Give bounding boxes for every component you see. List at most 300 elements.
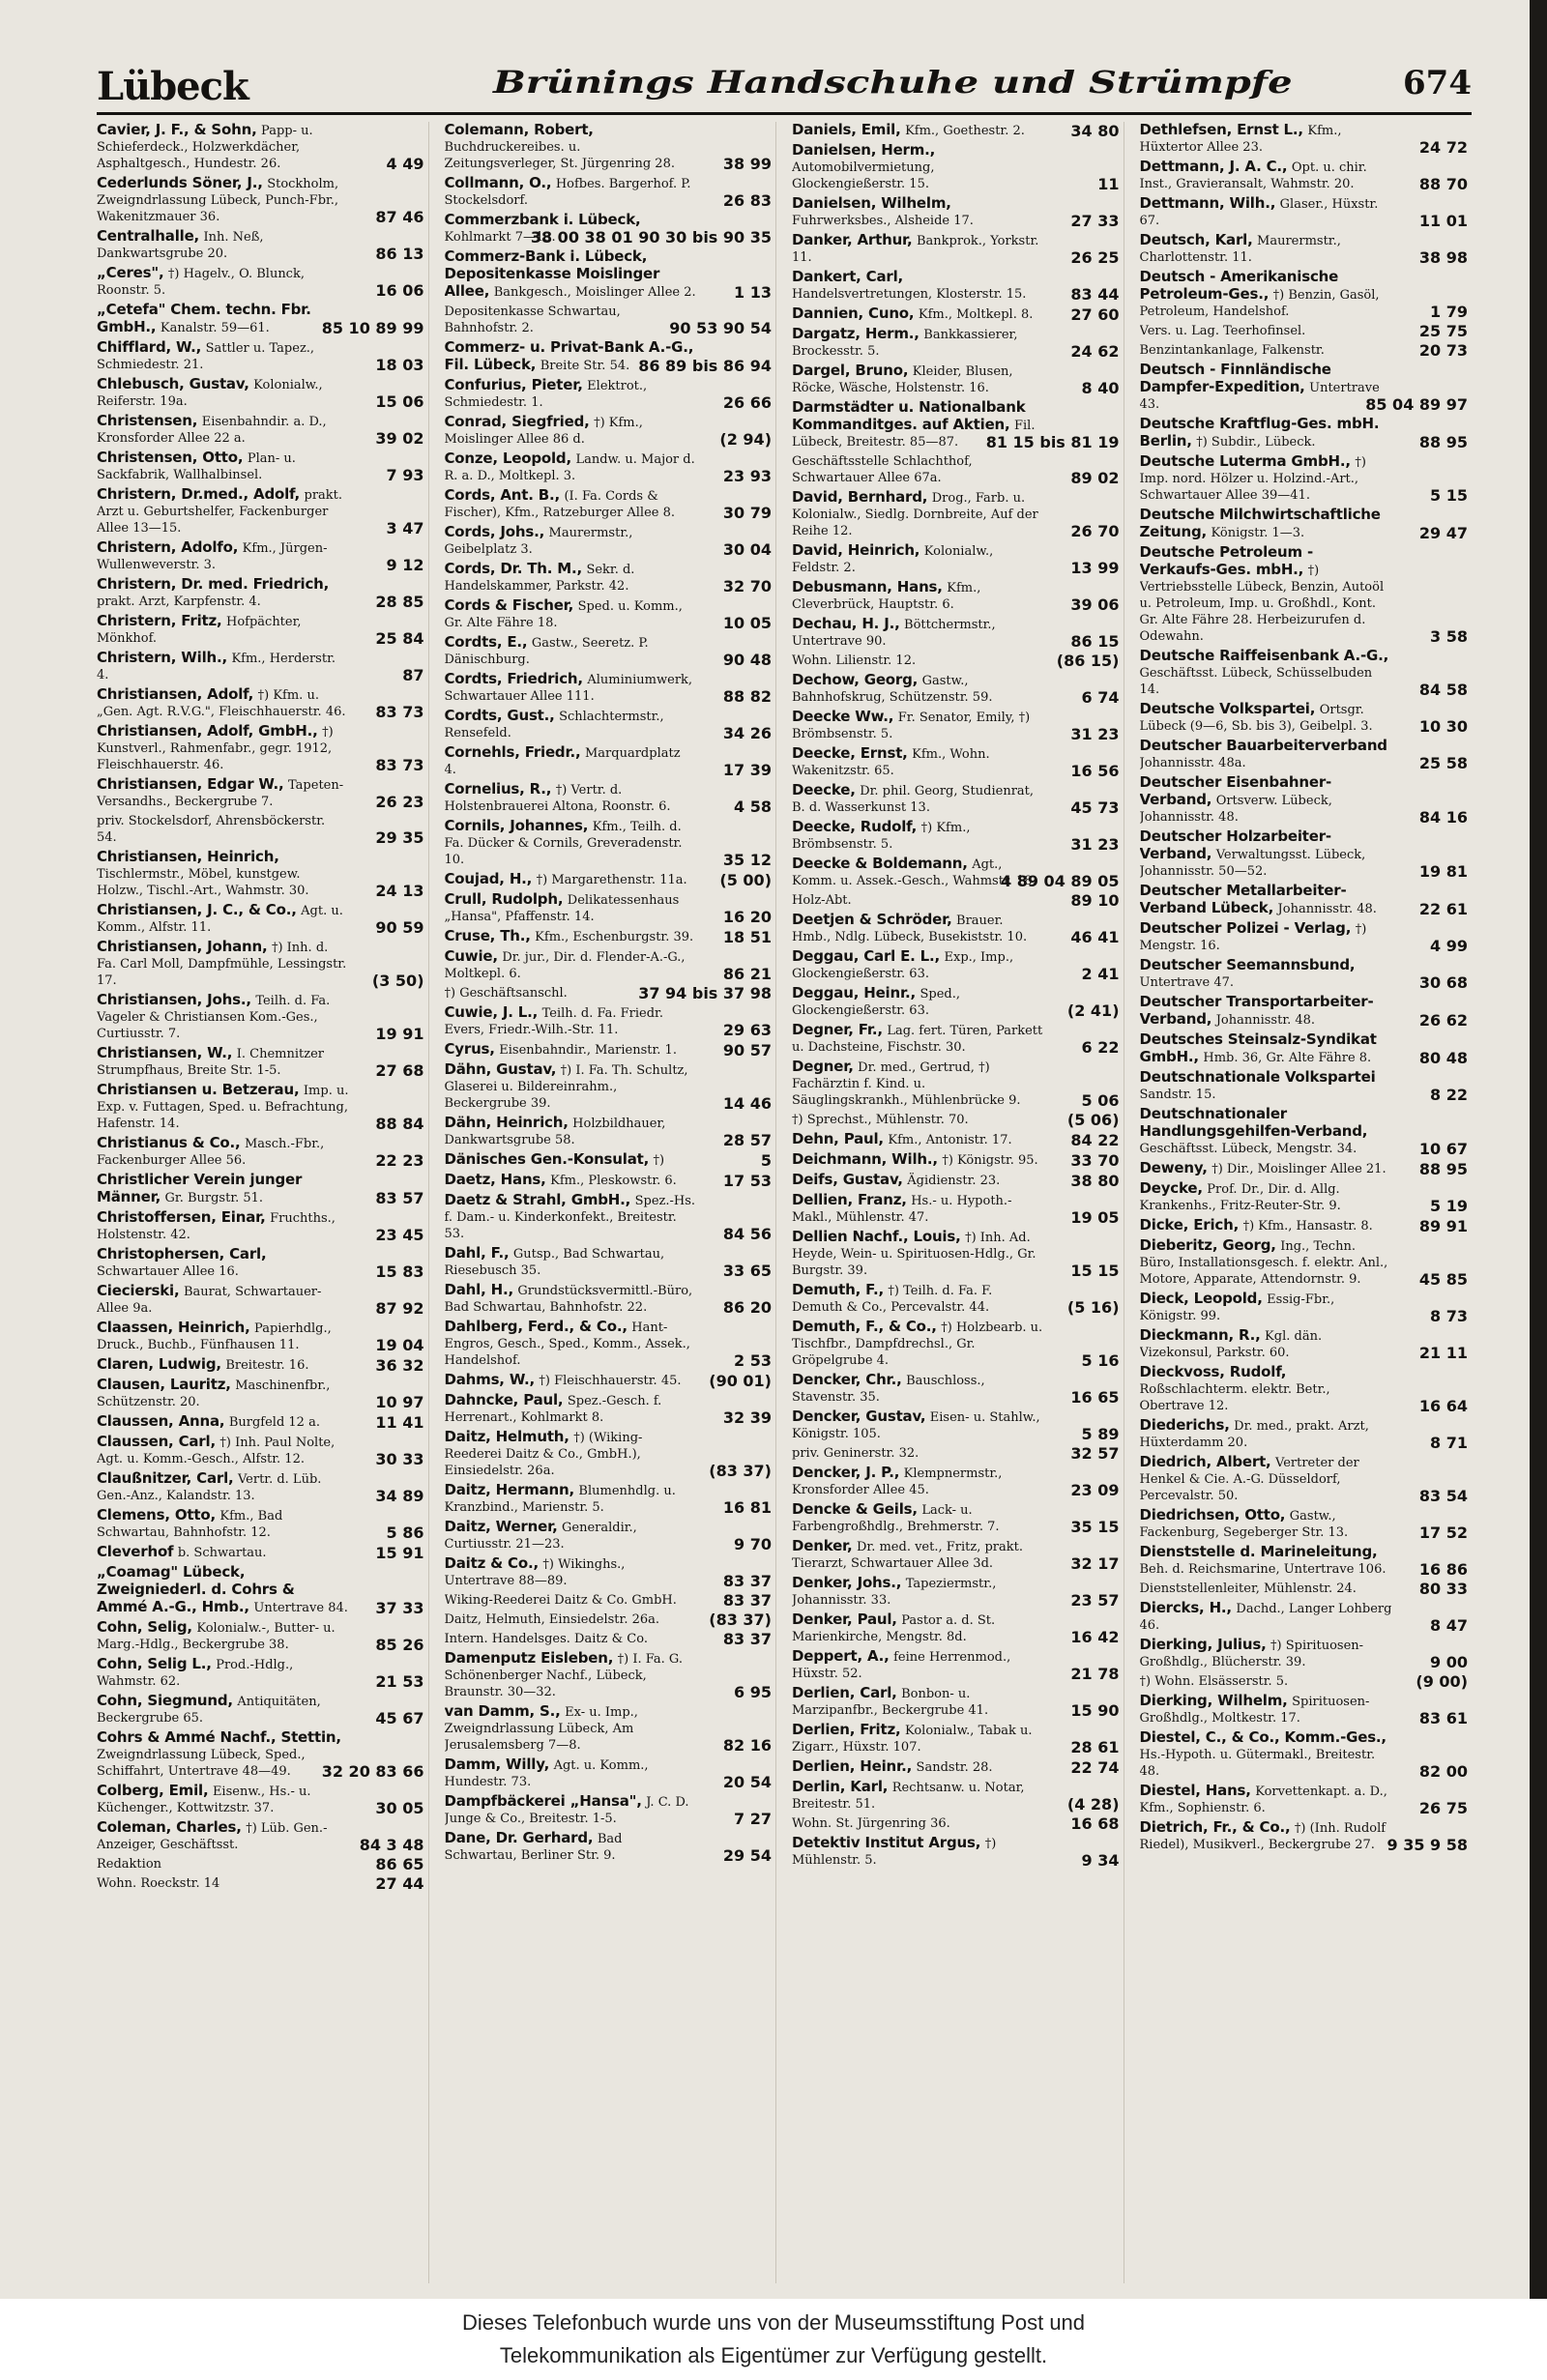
entry-name: Dähn, Gustav, bbox=[444, 1060, 557, 1078]
entry-name: Deycke, bbox=[1139, 1179, 1203, 1197]
entry-detail: †) Dir., Moislinger Allee 21. bbox=[1211, 1162, 1386, 1176]
directory-entry bbox=[97, 1209, 424, 1243]
directory-entry bbox=[792, 1282, 1120, 1316]
directory-entry bbox=[1140, 1819, 1469, 1853]
directory-entry bbox=[1140, 1160, 1469, 1177]
directory-entry bbox=[1140, 507, 1469, 541]
directory-entry bbox=[445, 304, 773, 336]
entry-text bbox=[792, 1408, 1120, 1442]
entry-detail: Kolonialw., Feldstr. 2. bbox=[792, 544, 994, 575]
phone-number: 4 99 bbox=[1430, 937, 1468, 955]
directory-entry bbox=[97, 1377, 424, 1410]
entry-detail: Hmb. 36, Gr. Alte Fähre 8. bbox=[1203, 1051, 1372, 1065]
directory-entry bbox=[1140, 544, 1469, 645]
phone-number: 5 19 bbox=[1430, 1197, 1468, 1215]
entry-name: Cords, Johs., bbox=[444, 523, 545, 540]
directory-entry bbox=[97, 1875, 424, 1892]
entry-name: Dierking, Julius, bbox=[1139, 1636, 1267, 1653]
phone-number: 85 10 89 99 bbox=[321, 319, 424, 337]
entry-name: Claussen, Anna, bbox=[97, 1412, 225, 1430]
entry-name: Christiansen, Heinrich, bbox=[97, 848, 279, 865]
entry-detail: Vertreter der Henkel & Cie. A.-G. Düsseldorf, Percevalstr. 50. bbox=[1139, 1456, 1359, 1503]
phone-number: 25 75 bbox=[1418, 322, 1468, 340]
entry-detail: †) Vertr. d. Holstenbrauerei Altona, Roonstr. 6. bbox=[444, 783, 671, 814]
directory-entry bbox=[1140, 1069, 1469, 1103]
directory-entry bbox=[792, 1465, 1120, 1498]
entry-detail: Gastw., Seeretz. P. Dänischburg. bbox=[444, 636, 649, 667]
entry-name: Deecke Ww., bbox=[792, 708, 894, 725]
directory-entry bbox=[445, 1115, 773, 1148]
phone-number: 29 54 bbox=[722, 1846, 772, 1865]
phone-number: 8 40 bbox=[1081, 379, 1120, 397]
directory-entry bbox=[792, 326, 1120, 360]
entry-detail: Papierhdlg., Druck., Buchb., Fünfhausen 11. bbox=[97, 1321, 332, 1352]
entry-name: Cornelius, R., bbox=[444, 780, 552, 798]
phone-number: 88 70 bbox=[1418, 175, 1468, 193]
phone-number: 25 58 bbox=[1418, 754, 1468, 772]
entry-text bbox=[97, 1507, 424, 1541]
entry-detail: †) Margarethenstr. 11a. bbox=[536, 873, 687, 887]
entry-detail: Glaser., Hüxstr. 67. bbox=[1139, 197, 1379, 228]
entry-name: Debusmann, Hans, bbox=[792, 578, 943, 595]
entry-name: Deutsches Steinsalz-Syndikat GmbH., bbox=[1139, 1030, 1377, 1065]
entry-name: Commerz- u. Privat-Bank A.-G., Fil. Lübeck, bbox=[444, 338, 694, 373]
entry-detail: Benzintankanlage, Falkenstr. bbox=[1139, 343, 1325, 358]
entry-detail: Intern. Handelsges. Daitz & Co. bbox=[444, 1632, 648, 1646]
entry-detail: Kolonialw.-, Butter- u. Marg.-Hdlg., Beckergrube 38. bbox=[97, 1621, 336, 1652]
entry-detail: Eisenbahndir., Marienstr. 1. bbox=[499, 1043, 677, 1058]
entry-detail: Gastw., Fackenburg, Segeberger Str. 13. bbox=[1139, 1509, 1349, 1540]
entry-detail: Sped. u. Komm., Gr. Alte Fähre 18. bbox=[444, 599, 683, 630]
entry-name: Christlicher Verein junger Männer, bbox=[97, 1171, 303, 1205]
entry-name: Clemens, Otto, bbox=[97, 1506, 216, 1524]
phone-number: 2 53 bbox=[734, 1351, 772, 1370]
entry-detail: Aluminiumwerk, Schwartauer Allee 111. bbox=[444, 673, 693, 704]
entry-name: Dencker, Chr., bbox=[792, 1371, 902, 1388]
entry-name: Daetz, Hans, bbox=[444, 1171, 546, 1188]
phone-number: 9 70 bbox=[734, 1535, 772, 1553]
entry-detail: Kfm., Hüxtertor Allee 23. bbox=[1139, 124, 1342, 155]
entry-detail: †) Wikinghs., Untertrave 88—89. bbox=[444, 1557, 626, 1588]
entry-name: Dane, Dr. Gerhard, bbox=[444, 1829, 594, 1846]
entry-name: Deecke, bbox=[792, 781, 856, 798]
entry-detail: Antiquitäten, Beckergrube 65. bbox=[97, 1695, 321, 1726]
phone-number: 88 84 bbox=[375, 1115, 424, 1133]
directory-entry bbox=[97, 723, 424, 773]
phone-number: 88 95 bbox=[1418, 433, 1468, 451]
entry-name: Cavier, J. F., & Sohn, bbox=[97, 122, 257, 138]
entry-detail: Lack- u. Farbengroßhdlg., Brehmerstr. 7. bbox=[792, 1503, 1000, 1534]
entry-name: Cornils, Johannes, bbox=[444, 817, 589, 834]
entry-detail: †) Imp. nord. Hölzer u. Holzind.-Art., Schwartauer Allee 39—41. bbox=[1139, 455, 1366, 503]
entry-detail: Maschinenfbr., Schützenstr. 20. bbox=[97, 1379, 331, 1409]
directory-entry bbox=[792, 1022, 1120, 1056]
phone-number: 32 17 bbox=[1070, 1554, 1120, 1573]
phone-number: 18 51 bbox=[722, 928, 772, 946]
entry-name: Damm, Willy, bbox=[444, 1756, 550, 1773]
phone-number: 83 73 bbox=[375, 756, 424, 774]
entry-detail: Kfm., Wohn. Wakenitzstr. 65. bbox=[792, 747, 990, 778]
phone-number: 5 06 bbox=[1081, 1091, 1120, 1110]
phone-number: 39 02 bbox=[375, 429, 424, 448]
entry-detail: Elektrot., Schmiedestr. 1. bbox=[444, 379, 648, 410]
entry-name: Deppert, A., bbox=[792, 1647, 890, 1665]
entry-detail: Holz-Abt. bbox=[792, 893, 852, 908]
entry-detail: Sped., Glockengießerstr. 63. bbox=[792, 987, 960, 1018]
phone-number: 83 61 bbox=[1418, 1709, 1468, 1727]
phone-number: 83 54 bbox=[1418, 1487, 1468, 1505]
directory-entry bbox=[445, 1793, 773, 1827]
entry-text bbox=[1140, 269, 1469, 320]
entry-name: David, Heinrich, bbox=[792, 541, 920, 559]
entry-text bbox=[792, 1022, 1120, 1056]
entry-name: Deweny, bbox=[1139, 1159, 1208, 1176]
directory-entry bbox=[445, 1392, 773, 1426]
phone-number: 16 64 bbox=[1418, 1397, 1468, 1415]
phone-number: 86 65 bbox=[375, 1855, 424, 1873]
entry-detail: Breite Str. 54. bbox=[540, 359, 630, 373]
directory-entry bbox=[792, 1372, 1120, 1406]
entry-name: Christiansen, W., bbox=[97, 1044, 233, 1061]
entry-detail: Wohn. St. Jürgenring 36. bbox=[792, 1816, 950, 1831]
entry-detail: Johannisstr. 48. bbox=[1277, 902, 1377, 916]
entry-name: Diedrich, Albert, bbox=[1139, 1453, 1271, 1470]
entry-name: Cuwie, J. L., bbox=[444, 1003, 539, 1021]
entry-detail: †) Inh. Paul Nolte, Agt. u. Komm.-Gesch., Alfstr. 12. bbox=[97, 1436, 336, 1466]
directory-entry bbox=[1140, 1327, 1469, 1361]
phone-number: (5 06) bbox=[1066, 1111, 1120, 1129]
entry-detail: Bankprok., Yorkstr. 11. bbox=[792, 234, 1039, 265]
phone-number: (83 37) bbox=[709, 1462, 772, 1480]
phone-number: 80 33 bbox=[1418, 1580, 1468, 1598]
entry-detail: Kfm., Teilh. d. Fa. Dücker & Cornils, Greveradenstr. 10. bbox=[444, 820, 683, 867]
phone-number: 37 33 bbox=[375, 1599, 424, 1617]
entry-detail: Gastw., Bahnhofskrug, Schützenstr. 59. bbox=[792, 674, 993, 705]
entry-name: Dicke, Erich, bbox=[1139, 1216, 1240, 1234]
entry-text bbox=[97, 650, 424, 683]
directory-entry bbox=[792, 232, 1120, 266]
directory-entry bbox=[792, 1151, 1120, 1169]
entry-detail: Johannisstr. 48. bbox=[1215, 1013, 1316, 1028]
entry-name: Colberg, Emil, bbox=[97, 1782, 209, 1799]
phone-number: 28 85 bbox=[375, 593, 424, 611]
phone-number: 83 73 bbox=[375, 703, 424, 721]
entry-name: Daitz, Hermann, bbox=[444, 1481, 574, 1498]
entry-name: Demuth, F., bbox=[792, 1281, 884, 1298]
directory-entry bbox=[1140, 1237, 1469, 1288]
entry-detail: Eisenw., Hs.- u. Küchenger., Kottwitzstr. 37. bbox=[97, 1785, 311, 1815]
listing-column-4 bbox=[1140, 122, 1473, 2283]
entry-detail: †) Kunstverl., Rahmenfabr., gegr. 1912, Fleischhauerstr. 46. bbox=[97, 725, 334, 772]
phone-number: 90 53 90 54 bbox=[669, 319, 772, 337]
phone-number: 26 70 bbox=[1070, 522, 1120, 540]
entry-name: Clausen, Lauritz, bbox=[97, 1376, 231, 1393]
phone-number: 26 75 bbox=[1418, 1799, 1468, 1817]
entry-name: Conze, Leopold, bbox=[444, 450, 571, 467]
entry-detail: †) Teilh. d. Fa. F. Demuth & Co., Percevalstr. 44. bbox=[792, 1284, 993, 1315]
phone-number: 11 41 bbox=[375, 1413, 424, 1432]
entry-detail: Sandstr. 15. bbox=[1139, 1088, 1216, 1102]
phone-number: 21 53 bbox=[375, 1672, 424, 1691]
entry-detail: †) Kfm., Hansastr. 8. bbox=[1242, 1219, 1373, 1234]
entry-detail: Imp. u. Exp. v. Futtagen, Sped. u. Befrachtung, Hafenstr. 14. bbox=[97, 1084, 349, 1131]
phone-number: 10 05 bbox=[722, 614, 772, 632]
entry-detail: Essig-Fbr., Königstr. 99. bbox=[1139, 1292, 1335, 1323]
directory-entry bbox=[1140, 701, 1469, 735]
entry-detail: Johannisstr. 48a. bbox=[1139, 756, 1246, 770]
entry-detail: †) Lüb. Gen.-Anzeiger, Geschäftsst. bbox=[97, 1821, 328, 1852]
directory-entry bbox=[445, 414, 773, 448]
directory-entry bbox=[1140, 1417, 1469, 1451]
entry-name: Damenputz Eisleben, bbox=[444, 1649, 614, 1667]
phone-number: 89 02 bbox=[1070, 469, 1120, 487]
phone-number: 7 27 bbox=[734, 1810, 772, 1828]
entry-name: Deecke, Ernst, bbox=[792, 744, 908, 762]
entry-text bbox=[792, 948, 1120, 982]
entry-detail: Geschäftsst. Lübeck, Mengstr. 34. bbox=[1139, 1142, 1357, 1156]
phone-number: 13 99 bbox=[1070, 559, 1120, 577]
directory-entry bbox=[445, 1592, 773, 1609]
directory-entry bbox=[1140, 1106, 1469, 1157]
entry-detail: feine Herrenmod., Hüxstr. 52. bbox=[792, 1650, 1011, 1681]
directory-entry bbox=[445, 818, 773, 868]
phone-number: 19 91 bbox=[375, 1025, 424, 1043]
header-advertisement: Brünings Handschuhe und Strümpfe bbox=[493, 64, 1293, 101]
entry-detail: prakt. Arzt u. Geburtshelfer, Fackenburger Allee 13—15. bbox=[97, 488, 343, 536]
directory-entry bbox=[792, 453, 1120, 486]
directory-entry bbox=[97, 576, 424, 610]
entry-detail: †) Fleischhauerstr. 45. bbox=[539, 1374, 682, 1388]
entry-name: Deutscher Holzarbeiter-Verband, bbox=[1139, 827, 1331, 862]
directory-entry bbox=[445, 175, 773, 209]
phone-number: 29 63 bbox=[722, 1021, 772, 1039]
entry-detail: J. C. D. Junge & Co., Breitestr. 1-5. bbox=[444, 1795, 689, 1826]
phone-number: 32 39 bbox=[722, 1408, 772, 1427]
entry-name: Cederlunds Söner, J., bbox=[97, 174, 263, 191]
phone-number: 1 79 bbox=[1430, 303, 1468, 321]
directory-entry bbox=[792, 1501, 1120, 1535]
entry-detail: Agt. u. Komm., Hundestr. 73. bbox=[444, 1758, 649, 1789]
entry-name: „Ceres", bbox=[97, 264, 164, 281]
entry-name: Deifs, Gustav, bbox=[792, 1171, 903, 1188]
entry-name: Daitz & Co., bbox=[444, 1554, 539, 1572]
entry-detail: Maurermstr., Charlottenstr. 11. bbox=[1139, 234, 1341, 265]
entry-detail: prakt. Arzt, Karpfenstr. 4. bbox=[97, 595, 261, 609]
page-number: 674 bbox=[1403, 64, 1472, 102]
entry-detail: Fil. Lübeck, Breitestr. 85—87. bbox=[792, 419, 1036, 450]
entry-detail: Opt. u. chir. Inst., Gravieransalt, Wahmstr. 20. bbox=[1139, 160, 1367, 191]
entry-detail: Bauschloss., Stavenstr. 35. bbox=[792, 1374, 985, 1405]
entry-name: Claußnitzer, Carl, bbox=[97, 1469, 234, 1487]
directory-entry bbox=[1140, 122, 1469, 156]
phone-number: 8 22 bbox=[1430, 1086, 1468, 1104]
entry-name: Derlien, Fritz, bbox=[792, 1721, 901, 1738]
phone-number: 86 20 bbox=[722, 1298, 772, 1317]
entry-detail: †) Kfm., Brömbsenstr. 5. bbox=[792, 821, 971, 852]
entry-name: Dahlberg, Ferd., & Co., bbox=[444, 1318, 628, 1335]
entry-text bbox=[1140, 1291, 1469, 1324]
entry-name: Deecke, Rudolf, bbox=[792, 818, 918, 835]
directory-entry bbox=[97, 1819, 424, 1853]
entry-name: Cordts, Gust., bbox=[444, 707, 555, 724]
entry-name: Christern, Dr. med. Friedrich, bbox=[97, 575, 330, 593]
entry-detail: Kolonialw., Reiferstr. 19a. bbox=[97, 378, 323, 409]
entry-name: Dargatz, Herm., bbox=[792, 325, 919, 342]
entry-detail: Kohlmarkt 7—13. bbox=[444, 230, 556, 245]
entry-name: Dahl, F., bbox=[444, 1244, 510, 1262]
entry-name: Deutsche Petroleum - Verkaufs-Ges. mbH., bbox=[1139, 543, 1313, 578]
phone-number: 45 85 bbox=[1418, 1270, 1468, 1289]
entry-name: Chlebusch, Gustav, bbox=[97, 375, 249, 392]
directory-entry bbox=[1140, 1291, 1469, 1324]
directory-entry bbox=[445, 781, 773, 815]
entry-detail: Dienststellenleiter, Mühlenstr. 24. bbox=[1139, 1582, 1357, 1596]
phone-number: (86 15) bbox=[1056, 652, 1120, 670]
entry-name: Cyrus, bbox=[444, 1040, 495, 1058]
directory-entry bbox=[792, 709, 1120, 742]
entry-detail: Inh. Neß, Dankwartsgrube 20. bbox=[97, 230, 264, 261]
directory-entry bbox=[97, 1082, 424, 1132]
phone-number: 26 83 bbox=[722, 191, 772, 210]
phone-number: 89 91 bbox=[1418, 1217, 1468, 1235]
entry-detail: Spirituosen-Großhdlg., Moltkestr. 17. bbox=[1139, 1695, 1370, 1726]
entry-text bbox=[792, 672, 1120, 706]
entry-detail: Untertrave 43. bbox=[1139, 381, 1380, 412]
phone-number: 39 06 bbox=[1070, 595, 1120, 614]
directory-entry bbox=[445, 1631, 773, 1647]
directory-entry bbox=[1140, 232, 1469, 266]
entry-name: Christophersen, Carl, bbox=[97, 1245, 267, 1263]
phone-number: 24 13 bbox=[375, 882, 424, 900]
directory-entry bbox=[792, 856, 1120, 889]
phone-number: 84 3 48 bbox=[359, 1836, 424, 1854]
directory-entry bbox=[445, 948, 773, 982]
entry-detail: Plan- u. Sackfabrik, Wallhalbinsel. bbox=[97, 451, 296, 482]
directory-entry bbox=[445, 1172, 773, 1189]
directory-entry bbox=[97, 1544, 424, 1561]
phone-number: 28 61 bbox=[1070, 1738, 1120, 1756]
directory-entry bbox=[1140, 1180, 1469, 1214]
directory-entry bbox=[445, 1282, 773, 1316]
directory-entry bbox=[1140, 1581, 1469, 1597]
directory-entry bbox=[445, 634, 773, 668]
phone-number: 5 86 bbox=[386, 1524, 424, 1542]
entry-detail: Fruchths., Holstenstr. 42. bbox=[97, 1211, 336, 1242]
phone-number: 87 46 bbox=[375, 208, 424, 226]
phone-number: 9 12 bbox=[386, 556, 424, 574]
phone-number: 16 81 bbox=[722, 1498, 772, 1517]
entry-name: Deutscher Seemannsbund, bbox=[1139, 956, 1356, 973]
directory-entry bbox=[97, 413, 424, 447]
directory-entry bbox=[445, 1703, 773, 1754]
entry-detail: Eisenbahndir. a. D., Kronsforder Allee 22 a. bbox=[97, 415, 327, 446]
phone-number: 87 92 bbox=[375, 1299, 424, 1318]
phone-number: 36 32 bbox=[375, 1356, 424, 1375]
phone-number: 34 89 bbox=[375, 1487, 424, 1505]
directory-entry bbox=[97, 813, 424, 846]
directory-entry bbox=[1140, 1783, 1469, 1816]
entry-detail: Fr. Senator, Emily, †) Brömbsenstr. 5. bbox=[792, 711, 1031, 741]
entry-detail: Handelsvertretungen, Klosterstr. 15. bbox=[792, 287, 1027, 302]
phone-number: 19 81 bbox=[1418, 862, 1468, 881]
entry-name: Denker, bbox=[792, 1537, 853, 1554]
directory-entry bbox=[792, 1319, 1120, 1369]
entry-name: Dahl, H., bbox=[444, 1281, 513, 1298]
directory-entry bbox=[97, 450, 424, 483]
entry-name: Dellien Nachf., Louis, bbox=[792, 1228, 961, 1245]
directory-entry bbox=[445, 1319, 773, 1369]
phone-number: 14 46 bbox=[722, 1094, 772, 1113]
phone-number: 23 45 bbox=[375, 1226, 424, 1244]
entry-name: Diercks, H., bbox=[1139, 1599, 1232, 1616]
phone-number: 30 05 bbox=[375, 1799, 424, 1817]
entry-detail: †) Kfm., Moislinger Allee 86 d. bbox=[444, 416, 643, 447]
entry-name: Dethlefsen, Ernst L., bbox=[1139, 122, 1303, 138]
directory-entry bbox=[445, 871, 773, 888]
phone-number: 33 65 bbox=[722, 1262, 772, 1280]
phone-number: 32 20 83 66 bbox=[321, 1762, 424, 1781]
entry-text bbox=[445, 248, 773, 301]
phone-number: 45 67 bbox=[375, 1709, 424, 1727]
directory-entry bbox=[97, 1172, 424, 1206]
phone-number: (5 00) bbox=[719, 871, 772, 889]
directory-entry bbox=[792, 1229, 1120, 1279]
directory-entry bbox=[792, 1835, 1120, 1869]
entry-name: Christiansen, Johs., bbox=[97, 991, 251, 1008]
directory-entry bbox=[445, 928, 773, 945]
directory-entry bbox=[445, 212, 773, 246]
directory-entry bbox=[445, 1372, 773, 1389]
directory-entry bbox=[1140, 774, 1469, 826]
entry-name: Coujad, H., bbox=[444, 870, 533, 887]
entry-detail: †) Subdir., Lübeck. bbox=[1196, 435, 1316, 450]
entry-text bbox=[97, 486, 424, 537]
entry-name: Commerzbank i. Lübeck, bbox=[444, 211, 641, 228]
phone-number: 11 bbox=[1097, 175, 1120, 193]
directory-entry bbox=[445, 1004, 773, 1038]
entry-detail: Teilh. d. Fa. Friedr. Evers, Friedr.-Wilh.-Str. 11. bbox=[444, 1006, 663, 1037]
entry-detail: Breitestr. 16. bbox=[225, 1358, 309, 1373]
entry-name: Deutsche Kraftflug-Ges. mbH. Berlin, bbox=[1139, 415, 1380, 450]
entry-name: Dampfbäckerei „Hansa", bbox=[444, 1792, 642, 1810]
phone-number: 29 35 bbox=[375, 828, 424, 847]
phone-number: 38 00 38 01 90 30 bis 90 35 bbox=[530, 228, 772, 247]
directory-entry bbox=[445, 1192, 773, 1242]
phone-number: 82 16 bbox=[722, 1736, 772, 1755]
phone-number: 16 56 bbox=[1070, 762, 1120, 780]
entry-detail: Agt. u. Komm., Alfstr. 11. bbox=[97, 904, 343, 935]
entry-text bbox=[445, 1793, 773, 1827]
directory-entry bbox=[97, 302, 424, 336]
entry-name: Cordts, Friedrich, bbox=[444, 670, 583, 687]
entry-text bbox=[97, 539, 424, 573]
entry-detail: Landw. u. Major d. R. a. D., Moltkepl. 3. bbox=[444, 452, 695, 483]
entry-detail: Hofpächter, Mönkhof. bbox=[97, 615, 302, 646]
phone-number: 19 04 bbox=[375, 1336, 424, 1354]
entry-detail: Untertrave 47. bbox=[1139, 975, 1234, 990]
entry-detail: †) Mühlenstr. 5. bbox=[792, 1837, 997, 1868]
phone-number: 34 26 bbox=[722, 724, 772, 742]
phone-number: 8 47 bbox=[1430, 1616, 1468, 1635]
directory-entry bbox=[97, 1470, 424, 1504]
entry-name: Deecke & Boldemann, bbox=[792, 855, 968, 872]
directory-entry bbox=[792, 1192, 1120, 1226]
phone-number: 9 34 bbox=[1081, 1851, 1120, 1870]
directory-entry bbox=[792, 399, 1120, 450]
entry-name: Cordts, E., bbox=[444, 633, 528, 651]
entry-detail: Roßschlachterm. elektr. Betr., Obertrave 12. bbox=[1139, 1382, 1330, 1413]
phone-number: 10 67 bbox=[1418, 1140, 1468, 1158]
